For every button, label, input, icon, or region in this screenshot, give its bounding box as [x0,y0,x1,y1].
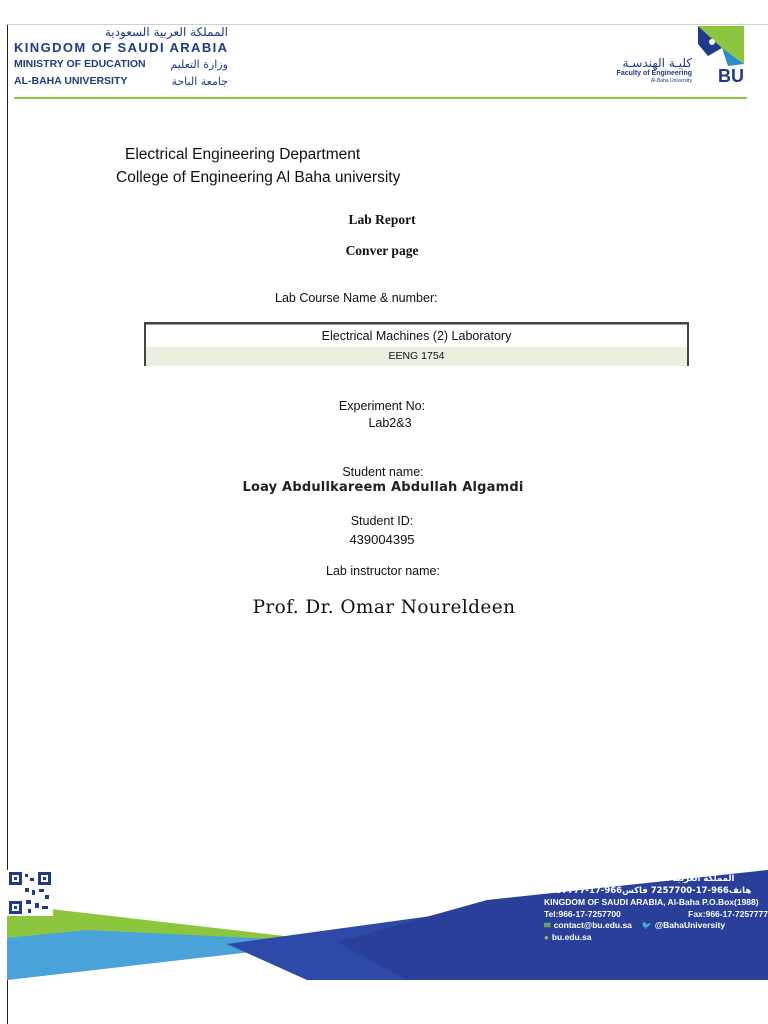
faculty-arabic: كليـة الهندسـة [622,56,692,70]
university-row [14,73,228,90]
faculty-subtitle: Al-Baha University [650,78,692,84]
kingdom-english: KINGDOM OF SAUDI ARABIA [14,40,229,55]
footer-tel: Tel:966-17-7257700 [544,908,621,919]
footer-contact-block [544,874,768,943]
footer-email: contact@bu.edu.sa [553,920,632,930]
cover-page-label: Conver page [345,243,419,258]
logo-text: BU [718,66,744,86]
college-line: College of Engineering Al Baha university [116,169,401,186]
footer-website: bu.edu.sa [551,931,592,942]
footer-website-item[interactable] [544,932,768,944]
faculty-english: Faculty of Engineering [616,70,692,77]
faculty-block [600,56,692,84]
course-table [144,322,689,366]
student-id-label: Student ID: [350,514,414,528]
university-english: AL-BAHA UNIVERSITY [14,75,128,87]
footer-address-arabic: المملكة العربية السعودية، الباحة ص.ب(1988) [544,874,735,884]
footer-banner [7,870,768,980]
footer-fax: Fax:966-17-7257777 [688,908,768,919]
qr-code-icon [7,870,53,916]
footer-twitter: @BahaUniversity [654,920,726,930]
department-line: Electrical Engineering Department [125,146,361,163]
instructor-label: Lab instructor name: [326,564,440,578]
letterhead-left [14,25,254,90]
experiment-label: Experiment No: [338,399,426,413]
footer-email-item[interactable] [544,920,632,932]
mail-icon: ✉ [544,921,551,930]
student-id-value: 439004395 [349,532,415,547]
ministry-row [14,56,228,73]
university-arabic: جامعة الباحة [171,75,228,88]
ministry-arabic: وزارة التعليم [170,58,228,71]
letterhead-right [596,26,746,92]
instructor-name: Prof. Dr. Omar Noureldeen [252,597,516,618]
student-name-label: Student name: [342,465,424,479]
ministry-english: MINISTRY OF EDUCATION [14,58,146,70]
footer-tel-fax-row [544,909,768,921]
student-name-value: Loay Abdullkareem Abdullah Algamdi [242,480,524,495]
footer-contact-row [544,920,768,932]
report-title: Lab Report [348,212,416,227]
globe-icon: ● [544,932,549,942]
footer-twitter-item[interactable] [642,920,725,932]
course-label: Lab Course Name & number: [275,291,438,305]
letterhead-divider [14,97,747,99]
footer-phone-arabic: هاتف966-17-7257700 فاكس966-17-7257777 [544,885,752,896]
twitter-icon: 🐦 [641,921,652,930]
course-name-cell: Electrical Machines (2) Laboratory [146,324,687,347]
course-code-cell: EENG 1754 [146,347,687,366]
footer-address-english: KINGDOM OF SAUDI ARABIA, Al-Baha P.O.Box(1988) [544,897,759,907]
experiment-value: Lab2&3 [368,416,412,430]
kingdom-arabic: المملكة العربية السعودية [104,25,228,39]
